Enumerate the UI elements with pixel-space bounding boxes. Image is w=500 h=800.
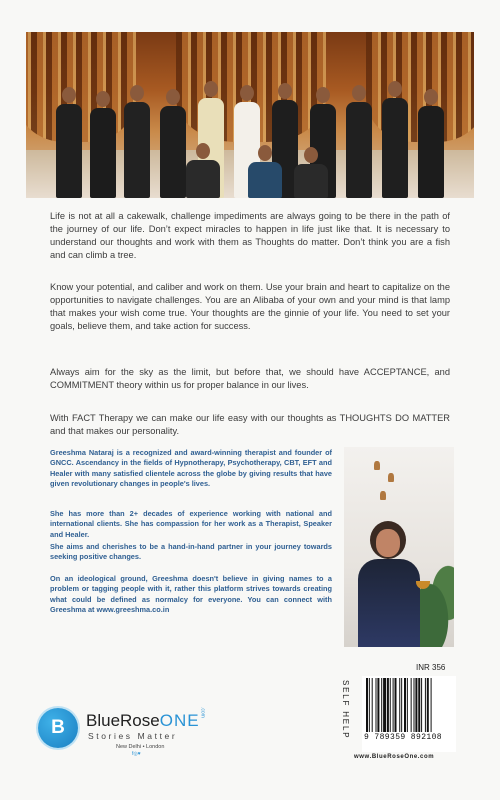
author-bio-1: Greeshma Nataraj is a recognized and award-winning therapist and founder of GNCC. Ascendancy in the fields of Hypnotherapy, Psychotherapy, CBT, EFT and Healer with many satisfied clientele across the globe by giving results that have given revolutionary changes in people's lives. <box>50 448 332 489</box>
publisher-tagline: Stories Matter <box>88 731 178 741</box>
category-text: SELF HELP <box>341 680 350 740</box>
publisher-website: www.BlueRoseOne.com <box>354 754 435 760</box>
publisher-name-accent: ONE <box>159 711 200 730</box>
paragraph-3: Always aim for the sky as the limit, but before that, we should have ACCEPTANCE, and COMMITMENT theory within us for proper balance in our lives. <box>50 367 450 390</box>
publisher-name-suffix: .com <box>199 707 206 718</box>
isbn-number: 9 789359 892108 <box>364 733 443 742</box>
publisher-cities: New Delhi • London <box>116 744 165 750</box>
category-label <box>336 680 350 760</box>
bluerose-logo-icon: B <box>38 708 78 748</box>
paragraph-2: Know your potential, and caliber and work on them. Use your brain and heart to capitalize on the opportunities to navigate challenges. You are an Alibaba of your own and your mind is that lamp that makes your wish come true. Your thoughts are the ginnie of your life. You need to set your goals, believe them, and take action for success. <box>50 282 450 331</box>
author-bio-2: She has more than 2+ decades of experience working with national and international clients. She has compassion for her work as a Therapist, Speaker and Healer. <box>50 509 332 539</box>
paragraph-4: With FACT Therapy we can make our life easy with our thoughts as THOUGHTS DO MATTER and that makes our personality. <box>50 413 450 436</box>
publisher-name <box>86 707 206 731</box>
price-label: INR 356 <box>416 663 446 672</box>
isbn-barcode <box>362 676 456 752</box>
publisher-name-main: BlueRose <box>86 711 160 730</box>
paragraph-1: Life is not at all a cakewalk, challenge impediments are always going to be there in the path of the journey of our life. Don’t expect miracles to happen in life just like that. It is necessary to understand our thoughts and work with them as Thoughts do matter. Don’t think you are a fish and can climb a tree. <box>50 211 450 260</box>
author-bio-4: On an ideological ground, Greeshma doesn't believe in giving names to a problem or tagging people with it, rather this platform strives towards creating what could be defined as normalcy for everyone. You can connect with Greeshma at www.greeshma.co.in <box>50 574 332 615</box>
author-portrait <box>344 447 454 647</box>
social-icons: f◎♥ <box>132 751 141 757</box>
group-photo <box>26 32 474 198</box>
barcode-icon <box>366 678 452 732</box>
author-bio-3: She aims and cherishes to be a hand-in-hand partner in your journey towards seeking positive changes. <box>50 542 332 562</box>
